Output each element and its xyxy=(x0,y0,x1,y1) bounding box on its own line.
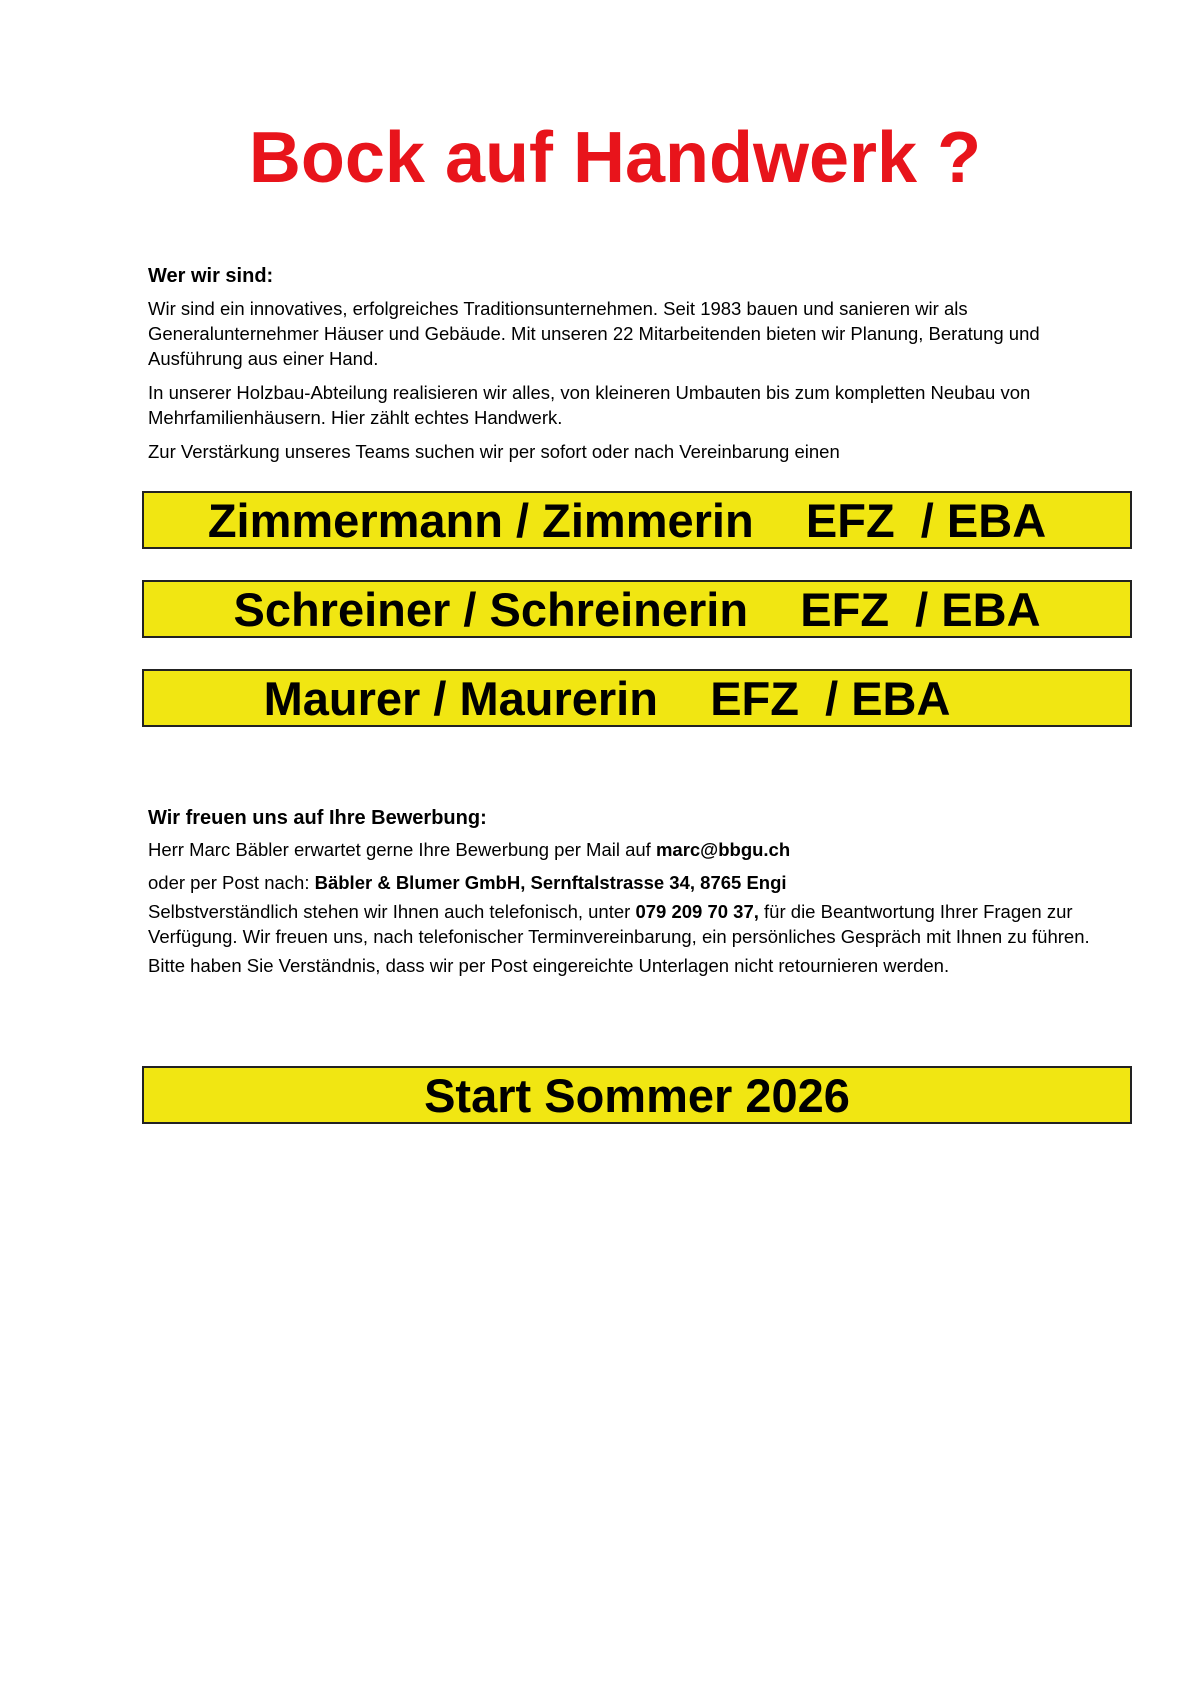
company-intro-text: Wir sind ein innovatives, erfolgreiches Traditionsunternehmen. Seit 1983 bauen und sanieren wir als Generalunternehmer Häuser und Gebäude. Mit unseren 22 Mitarbeitenden bieten wir Planung, Beratung und Ausführung aus einer Hand. xyxy=(148,298,1040,369)
job-banner-schreiner xyxy=(142,580,1132,638)
job-title: Maurer / Maurerin xyxy=(263,672,658,725)
job-banner-text xyxy=(263,671,966,727)
job-banner-zimmermann xyxy=(142,491,1132,549)
team-reinforcement-text: Zur Verstärkung unseres Teams suchen wir per sofort oder nach Vereinbarung einen xyxy=(148,441,840,462)
start-date-text: Start Sommer 2026 xyxy=(424,1069,850,1122)
job-level: EFZ / EBA xyxy=(710,672,951,725)
phone-prefix: Selbstverständlich stehen wir Ihnen auch telefonisch, unter xyxy=(148,901,636,922)
email-address[interactable]: marc@bbgu.ch xyxy=(655,839,791,860)
job-title: Schreiner / Schreinerin xyxy=(233,583,749,636)
job-level: EFZ / EBA xyxy=(800,583,1041,636)
post-prefix: oder per Post nach: xyxy=(148,872,315,893)
headline: Bock auf Handwerk ? xyxy=(248,118,982,198)
job-banner-text xyxy=(207,493,1051,549)
return-note: Bitte haben Sie Verständnis, dass wir per Post eingereichte Unterlagen nicht retournieren werden. xyxy=(148,955,950,976)
job-banner-text xyxy=(233,582,1040,638)
application-section xyxy=(148,806,1128,986)
job-level: EFZ / EBA xyxy=(805,494,1047,547)
postal-address: Bäbler & Blumer GmbH, Sernftalstrasse 34, 8765 Engi xyxy=(314,872,787,893)
phone-suffix: für die Beantwortung Ihrer Fragen zur Verfügung. Wir freuen uns, nach telefonischer Terminvereinbarung, ein persönliches Gespräch mit Ihnen zu führen. xyxy=(148,901,1090,947)
phone-number[interactable]: 079 209 70 37, xyxy=(635,901,759,922)
who-we-are-heading: Wer wir sind: xyxy=(148,265,274,287)
post-line xyxy=(148,870,1128,895)
mail-line xyxy=(148,837,1128,862)
holzbau-text: In unserer Holzbau-Abteilung realisieren wir alles, von kleineren Umbauten bis zum kompletten Neubau von Mehrfamilienhäusern. Hier zählt echtes Handwerk. xyxy=(148,382,1031,428)
who-we-are-section xyxy=(148,264,1128,473)
start-date-banner xyxy=(142,1066,1132,1124)
mail-prefix: Herr Marc Bäbler erwartet gerne Ihre Bewerbung per Mail auf xyxy=(148,839,656,860)
job-title: Zimmermann / Zimmerin xyxy=(207,494,754,547)
job-banner-maurer xyxy=(142,669,1132,727)
phone-paragraph xyxy=(148,899,1128,949)
application-heading: Wir freuen uns auf Ihre Bewerbung: xyxy=(148,807,487,829)
